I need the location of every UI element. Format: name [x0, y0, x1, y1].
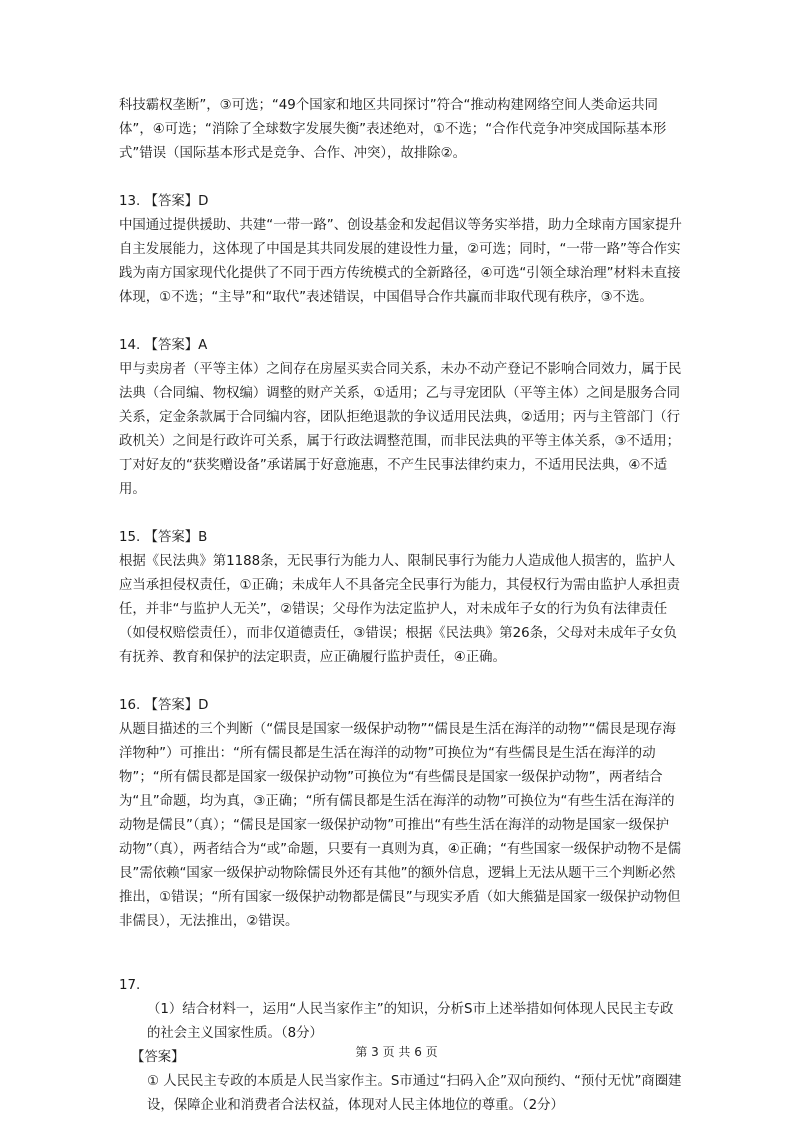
answer-13-explanation: 中国通过提供援助、共建“一带一路”、创设基金和发起倡议等务实举措，助力全球南方国家提升自主发展能力，这体现了中国是其共同发展的建设性力量，②可选；同时，“一带一路”等合作实践为南方国家现代化提供了不同于西方传统模式的全新路径，④可选“引领全球治理”材料未直接体现，①不选；“主导”和“取代”表述错误，中国倡导合作共赢而非取代现有秩序，③不选。 — [119, 218, 682, 305]
answer-17-point-1: ① 人民民主专政的本质是人民当家作主。S市通过“扫码入企”双向预约、“预付无忧”商圈建设，保障企业和消费者合法权益，体现对人民主体地位的尊重。（2分） — [147, 1074, 682, 1113]
answer-14-heading: 14. 【答案】A — [119, 338, 208, 353]
answer-17-label: 【答案】 — [131, 1050, 185, 1065]
answer-16-explanation: 从题目描述的三个判断（“儒艮是国家一级保护动物”“儒艮是生活在海洋的动物”“儒艮是现存海洋物种”）可推出：“所有儒艮都是生活在海洋的动物”可换位为“有些儒艮是生活在海洋的动物”；“所有儒艮都是国家一级保护动物”可换位为“有些儒艮是国家一级保护动物”，两者结合为“且”命题，均为真，③正确；“所有儒艮都是生活在海洋的动物”可换位为“有些生活在海洋的动物是儒艮”（真）；“儒艮是国家一级保护动物”可推出“有些生活在海洋的动物是国家一级保护动物”（真），两者结合为“或”命题，只要有一真则为真，④正确；“有些国家一级保护动物不是儒艮”需依赖“国家一级保护动物除儒艮外还有其他”的额外信息，逻辑上无法从题干三个判断必然推出，①错误；“所有国家一级保护动物都是儒艮”与现实矛盾（如大熊猫是国家一级保护动物但非儒艮），无法推出，②错误。 — [119, 722, 681, 929]
answer-12-tail: 科技霸权垄断”，③可选；“49个国家和地区共同探讨”符合“推动构建网络空间人类命运共同体”，④可选；“消除了全球数字发展失衡”表述绝对，①不选；“合作代竞争冲突成国际基本形式”错误（国际基本形式是竞争、合作、冲突），故排除②。 — [119, 98, 667, 161]
answer-16-heading: 16. 【答案】D — [119, 698, 209, 713]
question-17-part-1: （1）结合材料一，运用“人民当家作主”的知识，分析S市上述举措如何体现人民民主专政的社会主义国家性质。（8分） — [147, 1002, 674, 1041]
document-body — [119, 94, 682, 1118]
answer-13-heading: 13. 【答案】D — [119, 194, 209, 209]
answer-15-explanation: 根据《民法典》第1188条，无民事行为能力人、限制民事行为能力人造成他人损害的，监护人应当承担侵权责任，①正确；未成年人不具备完全民事行为能力，其侵权行为需由监护人承担责任，并非“与监护人无关”，②错误；父母作为法定监护人，对未成年子女的行为负有法律责任（如侵权赔偿责任），而非仅道德责任，③错误；根据《民法典》第26条，父母对未成年子女负有抚养、教育和保护的法定职责，应正确履行监护责任，④正确。 — [119, 554, 681, 665]
page-number-footer: 第 3 页 共 6 页 — [355, 1045, 438, 1059]
answer-15-heading: 15. 【答案】B — [119, 530, 208, 545]
answer-14-explanation: 甲与卖房者（平等主体）之间存在房屋买卖合同关系，未办不动产登记不影响合同效力，属于民法典（合同编、物权编）调整的财产关系，①适用；乙与寻宠团队（平等主体）之间是服务合同关系，定金条款属于合同编内容，团队拒绝退款的争议适用民法典，②适用；丙与主管部门（行政机关）之间是行政许可关系，属于行政法调整范围，而非民法典的平等主体关系，③不适用；丁对好友的“获奖赠设备”承诺属于好意施惠，不产生民事法律约束力，不适用民法典，④不适用。 — [119, 362, 682, 497]
question-17-number: 17. — [119, 978, 141, 993]
